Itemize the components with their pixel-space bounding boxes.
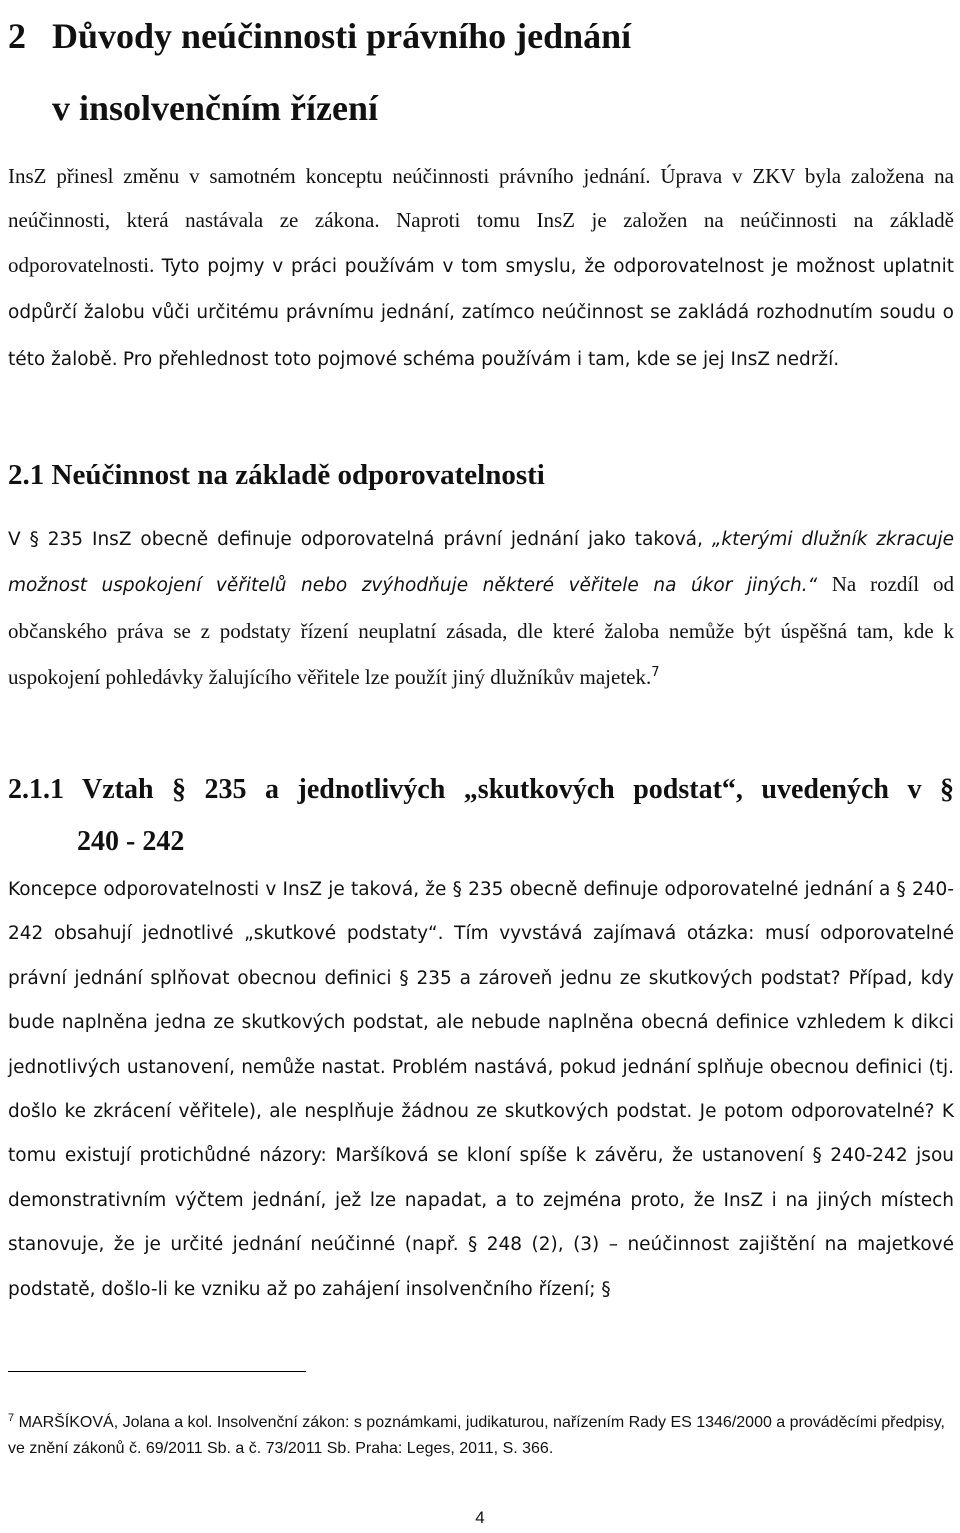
section-2-1-quote: „kterými dlužník zkracuje možnost uspokojení věřitelů nebo zvýhodňuje některé věřitele na úkor jiných.“ bbox=[8, 529, 955, 597]
section-2-1-1-heading-line2: 240 - 242 bbox=[77, 826, 185, 857]
section-2-1-text-mid: Na rozdíl od občanského práva se z podstaty řízení neuplatní zásada, dle které žaloba nemůže být úspěšná tam, kde k uspokojení pohledávky žalujícího věřitele lze použít jiný dlužníkův majetek. bbox=[8, 572, 954, 690]
section-2-1-1-paragraph: Koncepce odporovatelnosti v InsZ je taková, že § 235 obecně definuje odporovatelné jednání a § 240-242 obsahují jednotlivé „skutkové podstaty“. Tím vyvstává zajímavá otázka: musí odporovatelné právní jednání splňovat obecnou definici § 235 a zároveň jednu ze skutkových podstat? Případ, kdy bude naplněna jedna ze skutkových podstat, ale nebude naplněna obecná definice vzhledem k dikci jednotlivých ustanovení, nemůže nastat. Problém nastává, pokud jednání splňuje obecnou definici (tj. došlo ke zkrácení věřitele), ale nesplňuje žádnou ze skutkových podstat. Je potom odporovatelné? K tomu existují protichůdné názory: Maršíková se kloní spíše k závěru, že ustanovení § 240-242 jsou demonstrativním výčtem jednání, jež lze napadat, a to zejména proto, že InsZ i na jiných místech stanovuje, že je určité jednání neúčinné (např. § 248 (2), (3) – neúčinnost zajištění na majetkové podstatě, došlo-li ke vzniku až po zahájení insolvenčního řízení; § bbox=[8, 879, 954, 1300]
footnote-text: MARŠÍKOVÁ, Jolana a kol. Insolvenční zákon: s poznámkami, judikaturou, nařízením Rady ES 1346/2000 a prováděcími předpisy, ve znění zákonů č. 69/2011 Sb. a č. 73/2011 Sb. Praha: Leges, 2011, S. 366. bbox=[8, 1414, 945, 1457]
footnote-number: 7 bbox=[8, 1412, 15, 1424]
footnote bbox=[8, 1410, 954, 1462]
chapter-title-line1: Důvody neúčinnosti právního jednání bbox=[52, 16, 632, 56]
page-number: 4 bbox=[475, 1508, 485, 1527]
intro-part2: Tyto pojmy v práci používám v tom smyslu, že odporovatelnost je možnost uplatnit odpůrčí žalobu vůči určitému právnímu jednání, zatímco neúčinnost se zakládá rozhodnutím soudu o této žalobě. bbox=[8, 255, 955, 370]
chapter-heading bbox=[8, 0, 631, 144]
footnote-ref-7: 7 bbox=[651, 665, 660, 681]
intro-part3: Pro přehlednost toto pojmové schéma používám i tam, kde se jej InsZ nedrží. bbox=[122, 348, 840, 370]
intro-paragraph bbox=[8, 154, 954, 382]
section-2-1-paragraph bbox=[8, 518, 954, 702]
section-2-1-text-before: V § 235 InsZ obecně definuje odporovatelná právní jednání jako taková, bbox=[8, 529, 703, 550]
chapter-number: 2 bbox=[8, 16, 26, 56]
footnote-separator bbox=[8, 1371, 306, 1372]
intro-part1: InsZ přinesl změnu v samotném konceptu neúčinnosti právního jednání. Úprava v ZKV byla založena na neúčinnosti, která nastávala ze zákona. Naproti tomu InsZ je založen na neúčinnosti na základě odporovatelnosti. bbox=[8, 164, 954, 277]
section-2-1-1-heading bbox=[8, 764, 954, 868]
chapter-title-line2: v insolvenčním řízení bbox=[52, 88, 378, 128]
section-2-1-1-heading-line1: 2.1.1 Vztah § 235 a jednotlivých „skutkových podstat“, uvedených v § bbox=[8, 774, 954, 805]
section-2-1-heading: 2.1 Neúčinnost na základě odporovatelnosti bbox=[8, 459, 545, 491]
